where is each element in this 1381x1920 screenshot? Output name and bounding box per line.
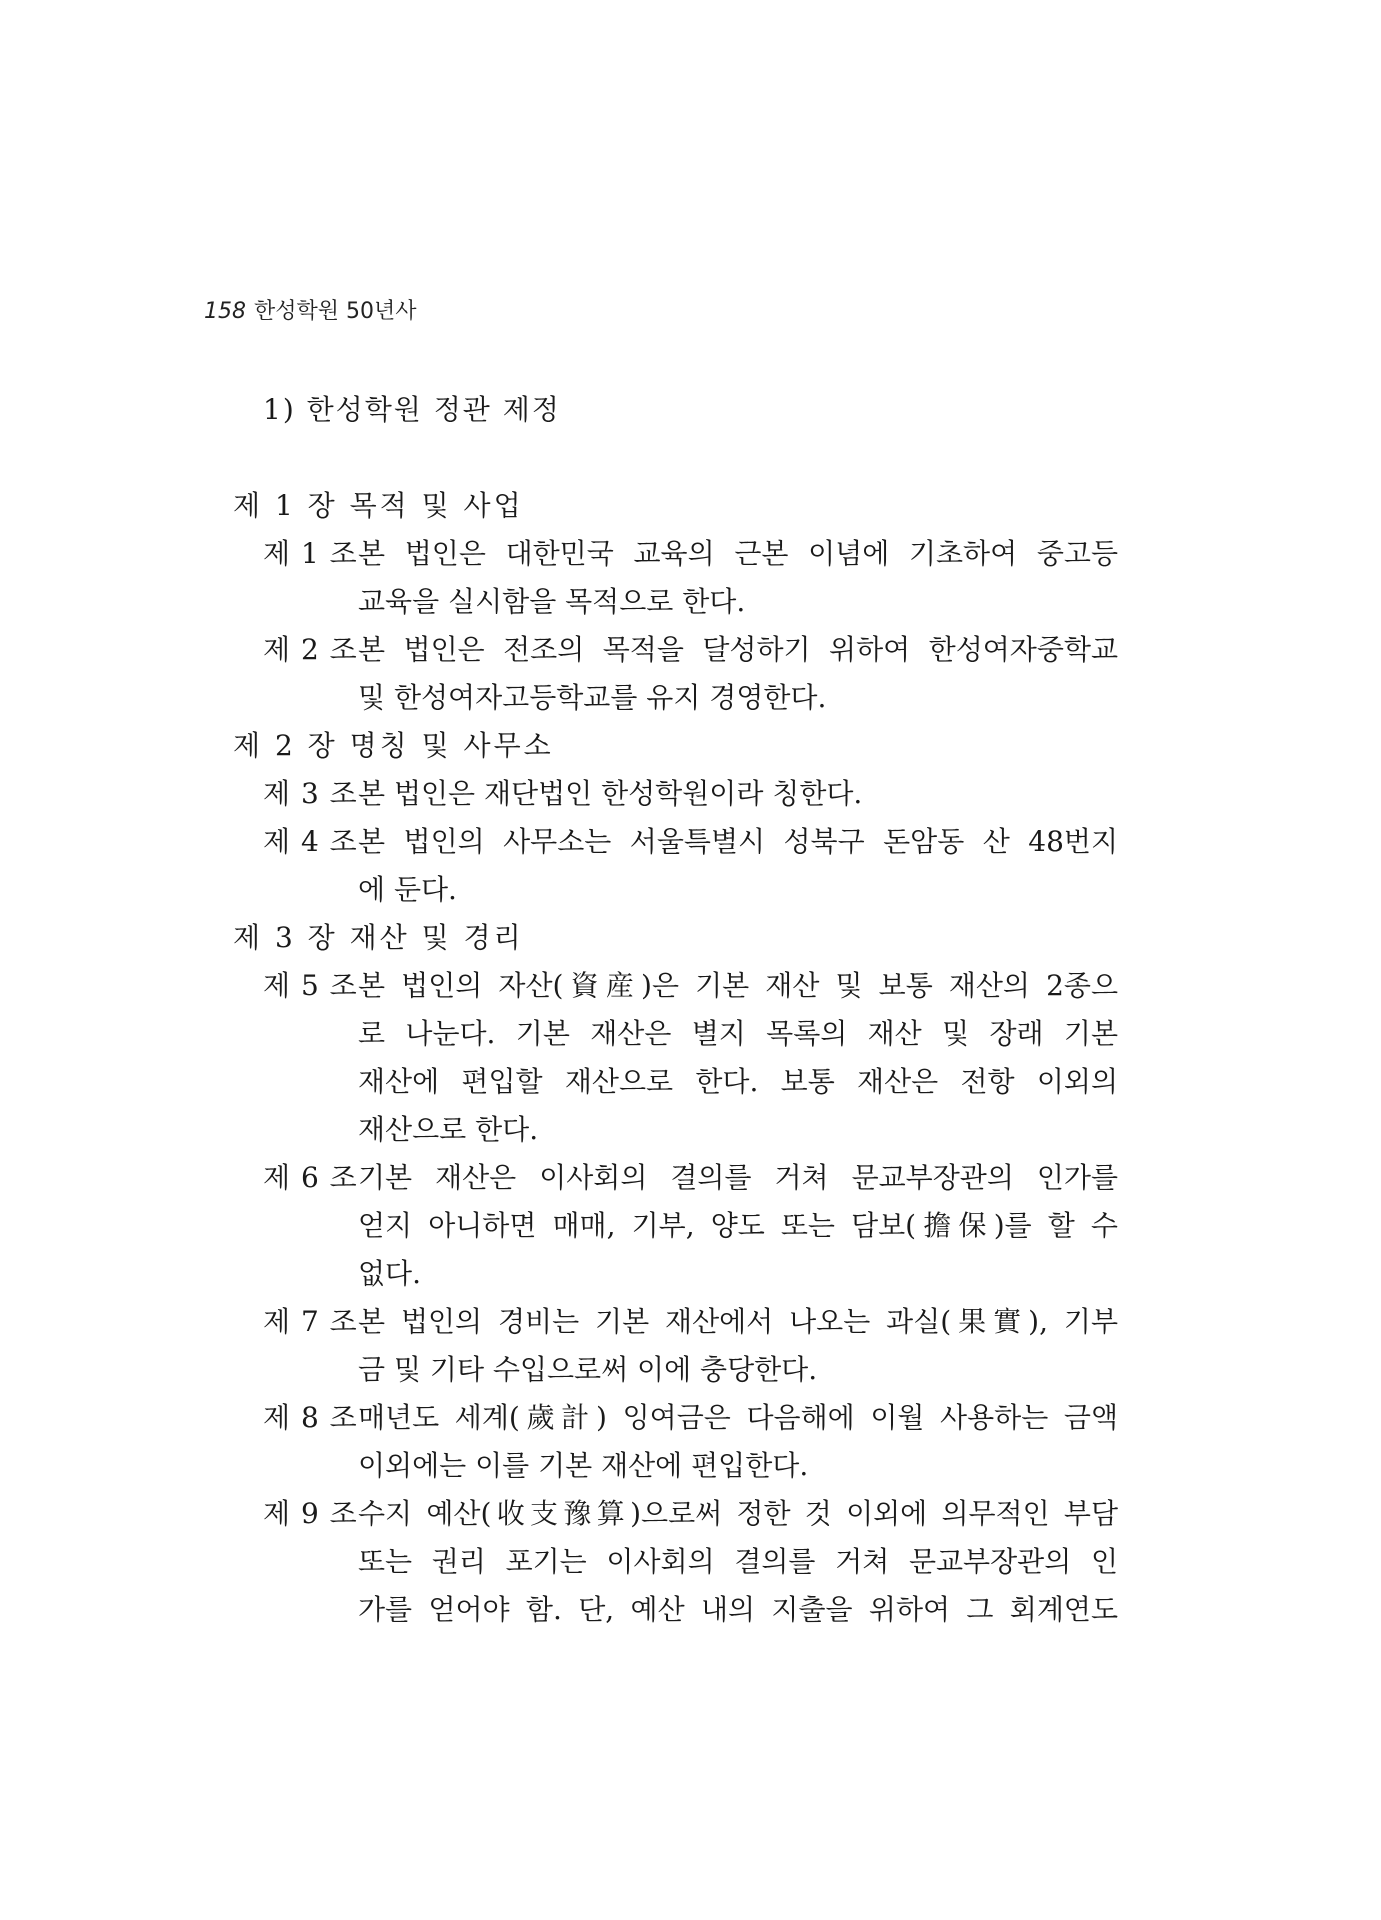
page-number: 158: [204, 299, 246, 324]
article-8-line-2: 이외에는 이를 기본 재산에 편입한다.: [358, 1449, 809, 1482]
article-7-line-2: 금 및 기타 수입으로써 이에 충당한다.: [358, 1353, 818, 1386]
chapter-2-heading: 제 2 장 명칭 및 사무소: [233, 729, 554, 762]
article-1-label: 제 1 조: [263, 537, 358, 570]
article-5-line-2: 로 나눈다. 기본 재산은 별지 목록의 재산 및 장래 기본: [358, 1017, 1118, 1050]
article-5-line-3: 재산에 편입할 재산으로 한다. 보통 재산은 전항 이외의: [358, 1065, 1118, 1098]
article-4-line-1: 본 법인의 사무소는 서울특별시 성북구 돈암동 산 48번지: [358, 825, 1118, 858]
article-6-label: 제 6 조: [263, 1161, 358, 1194]
article-1-line-1: 본 법인은 대한민국 교육의 근본 이념에 기초하여 중고등: [358, 537, 1118, 570]
running-header: [204, 294, 417, 325]
article-9-line-2: 또는 권리 포기는 이사회의 결의를 거쳐 문교부장관의 인: [358, 1545, 1118, 1578]
article-8-label: 제 8 조: [263, 1401, 358, 1434]
article-7-label: 제 7 조: [263, 1305, 358, 1338]
article-6-line-2: 얻지 아니하면 매매, 기부, 양도 또는 담보(擔保)를 할 수: [358, 1209, 1118, 1242]
article-1-line-2: 교육을 실시함을 목적으로 한다.: [358, 585, 746, 618]
article-3-line-1: 본 법인은 재단법인 한성학원이라 칭한다.: [358, 777, 863, 810]
article-3-label: 제 3 조: [263, 777, 358, 810]
article-9-line-1: 수지 예산(收支豫算)으로써 정한 것 이외에 의무적인 부담: [358, 1497, 1118, 1530]
book-title: 한성학원 50년사: [254, 299, 417, 324]
article-4-label: 제 4 조: [263, 825, 358, 858]
article-7-line-1: 본 법인의 경비는 기본 재산에서 나오는 과실(果實), 기부: [358, 1305, 1118, 1338]
chapter-1-heading: 제 1 장 목적 및 사업: [233, 489, 524, 522]
article-6-line-1: 기본 재산은 이사회의 결의를 거쳐 문교부장관의 인가를: [358, 1161, 1118, 1194]
article-2-line-2: 및 한성여자고등학교를 유지 경영한다.: [358, 681, 827, 714]
chapter-3-heading: 제 3 장 재산 및 경리: [233, 921, 524, 954]
article-5-label: 제 5 조: [263, 969, 358, 1002]
article-4-line-2: 에 둔다.: [358, 873, 457, 906]
article-5-line-1: 본 법인의 자산(資産)은 기본 재산 및 보통 재산의 2종으: [358, 969, 1118, 1002]
section-title: 1) 한성학원 정관 제정: [263, 393, 561, 426]
article-2-line-1: 본 법인은 전조의 목적을 달성하기 위하여 한성여자중학교: [358, 633, 1118, 666]
article-5-line-4: 재산으로 한다.: [358, 1113, 539, 1146]
article-2-label: 제 2 조: [263, 633, 358, 666]
article-8-line-1: 매년도 세계(歲計) 잉여금은 다음해에 이월 사용하는 금액: [358, 1401, 1118, 1434]
article-9-label: 제 9 조: [263, 1497, 358, 1530]
article-6-line-3: 없다.: [358, 1257, 421, 1290]
article-9-line-3: 가를 얻어야 함. 단, 예산 내의 지출을 위하여 그 회계연도: [358, 1593, 1118, 1626]
